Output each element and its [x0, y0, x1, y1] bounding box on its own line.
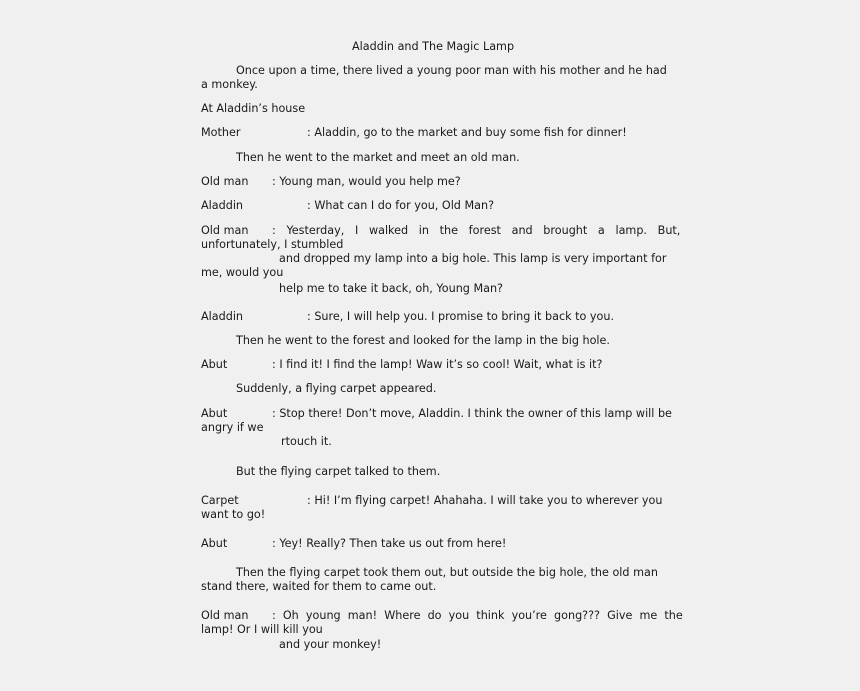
dialogue-line: : Oh young man! Where do you think you’re gong??? Give me the: [272, 609, 683, 622]
speaker-label: Aladdin: [201, 310, 244, 323]
narration-line: Suddenly, a flying carpet appeared.: [236, 382, 437, 395]
narration-line: stand there, waited for them to came out.: [201, 580, 437, 593]
dialogue-line: : I find it! I find the lamp! Waw it’s so cool! Wait, what is it?: [272, 358, 603, 371]
speaker-label: Mother: [201, 126, 241, 139]
dialogue-line: and your monkey!: [279, 638, 382, 651]
dialogue-line: rtouch it.: [281, 435, 332, 448]
dialogue-line: me, would you: [201, 266, 284, 279]
speaker-label: Abut: [201, 407, 228, 420]
speaker-label: Old man: [201, 224, 249, 237]
speaker-label: Abut: [201, 537, 228, 550]
narration-line: Then the flying carpet took them out, but outside the big hole, the old man: [236, 566, 658, 579]
story-title: Aladdin and The Magic Lamp: [352, 40, 515, 53]
dialogue-line: want to go!: [201, 508, 266, 521]
dialogue-line: and dropped my lamp into a big hole. This lamp is very important for: [279, 252, 667, 265]
dialogue-line: : What can I do for you, Old Man?: [307, 199, 495, 212]
dialogue-line: help me to take it back, oh, Young Man?: [279, 282, 503, 295]
dialogue-line: lamp! Or I will kill you: [201, 623, 323, 636]
speaker-label: Aladdin: [201, 199, 244, 212]
narration-line: Then he went to the forest and looked for the lamp in the big hole.: [236, 334, 610, 347]
dialogue-line: : Yey! Really? Then take us out from here!: [272, 537, 507, 550]
speaker-label: Old man: [201, 175, 249, 188]
scene-heading: At Aladdin’s house: [201, 102, 306, 115]
dialogue-line: : Yesterday, I walked in the forest and brought a lamp. But,: [272, 224, 681, 237]
dialogue-line: : Hi! I’m flying carpet! Ahahaha. I will take you to wherever you: [307, 494, 663, 507]
speaker-label: Abut: [201, 358, 228, 371]
narration-line: But the flying carpet talked to them.: [236, 465, 441, 478]
speaker-label: Carpet: [201, 494, 239, 507]
dialogue-line: : Sure, I will help you. I promise to bring it back to you.: [307, 310, 615, 323]
narration-line: Then he went to the market and meet an old man.: [236, 151, 520, 164]
dialogue-line: : Aladdin, go to the market and buy some fish for dinner!: [307, 126, 627, 139]
narration-line: Once upon a time, there lived a young poor man with his mother and he had: [236, 64, 667, 77]
dialogue-line: angry if we: [201, 421, 264, 434]
dialogue-line: unfortunately, I stumbled: [201, 238, 344, 251]
dialogue-line: : Young man, would you help me?: [272, 175, 461, 188]
speaker-label: Old man: [201, 609, 249, 622]
narration-line: a monkey.: [201, 78, 258, 91]
dialogue-line: : Stop there! Don’t move, Aladdin. I think the owner of this lamp will be: [272, 407, 672, 420]
